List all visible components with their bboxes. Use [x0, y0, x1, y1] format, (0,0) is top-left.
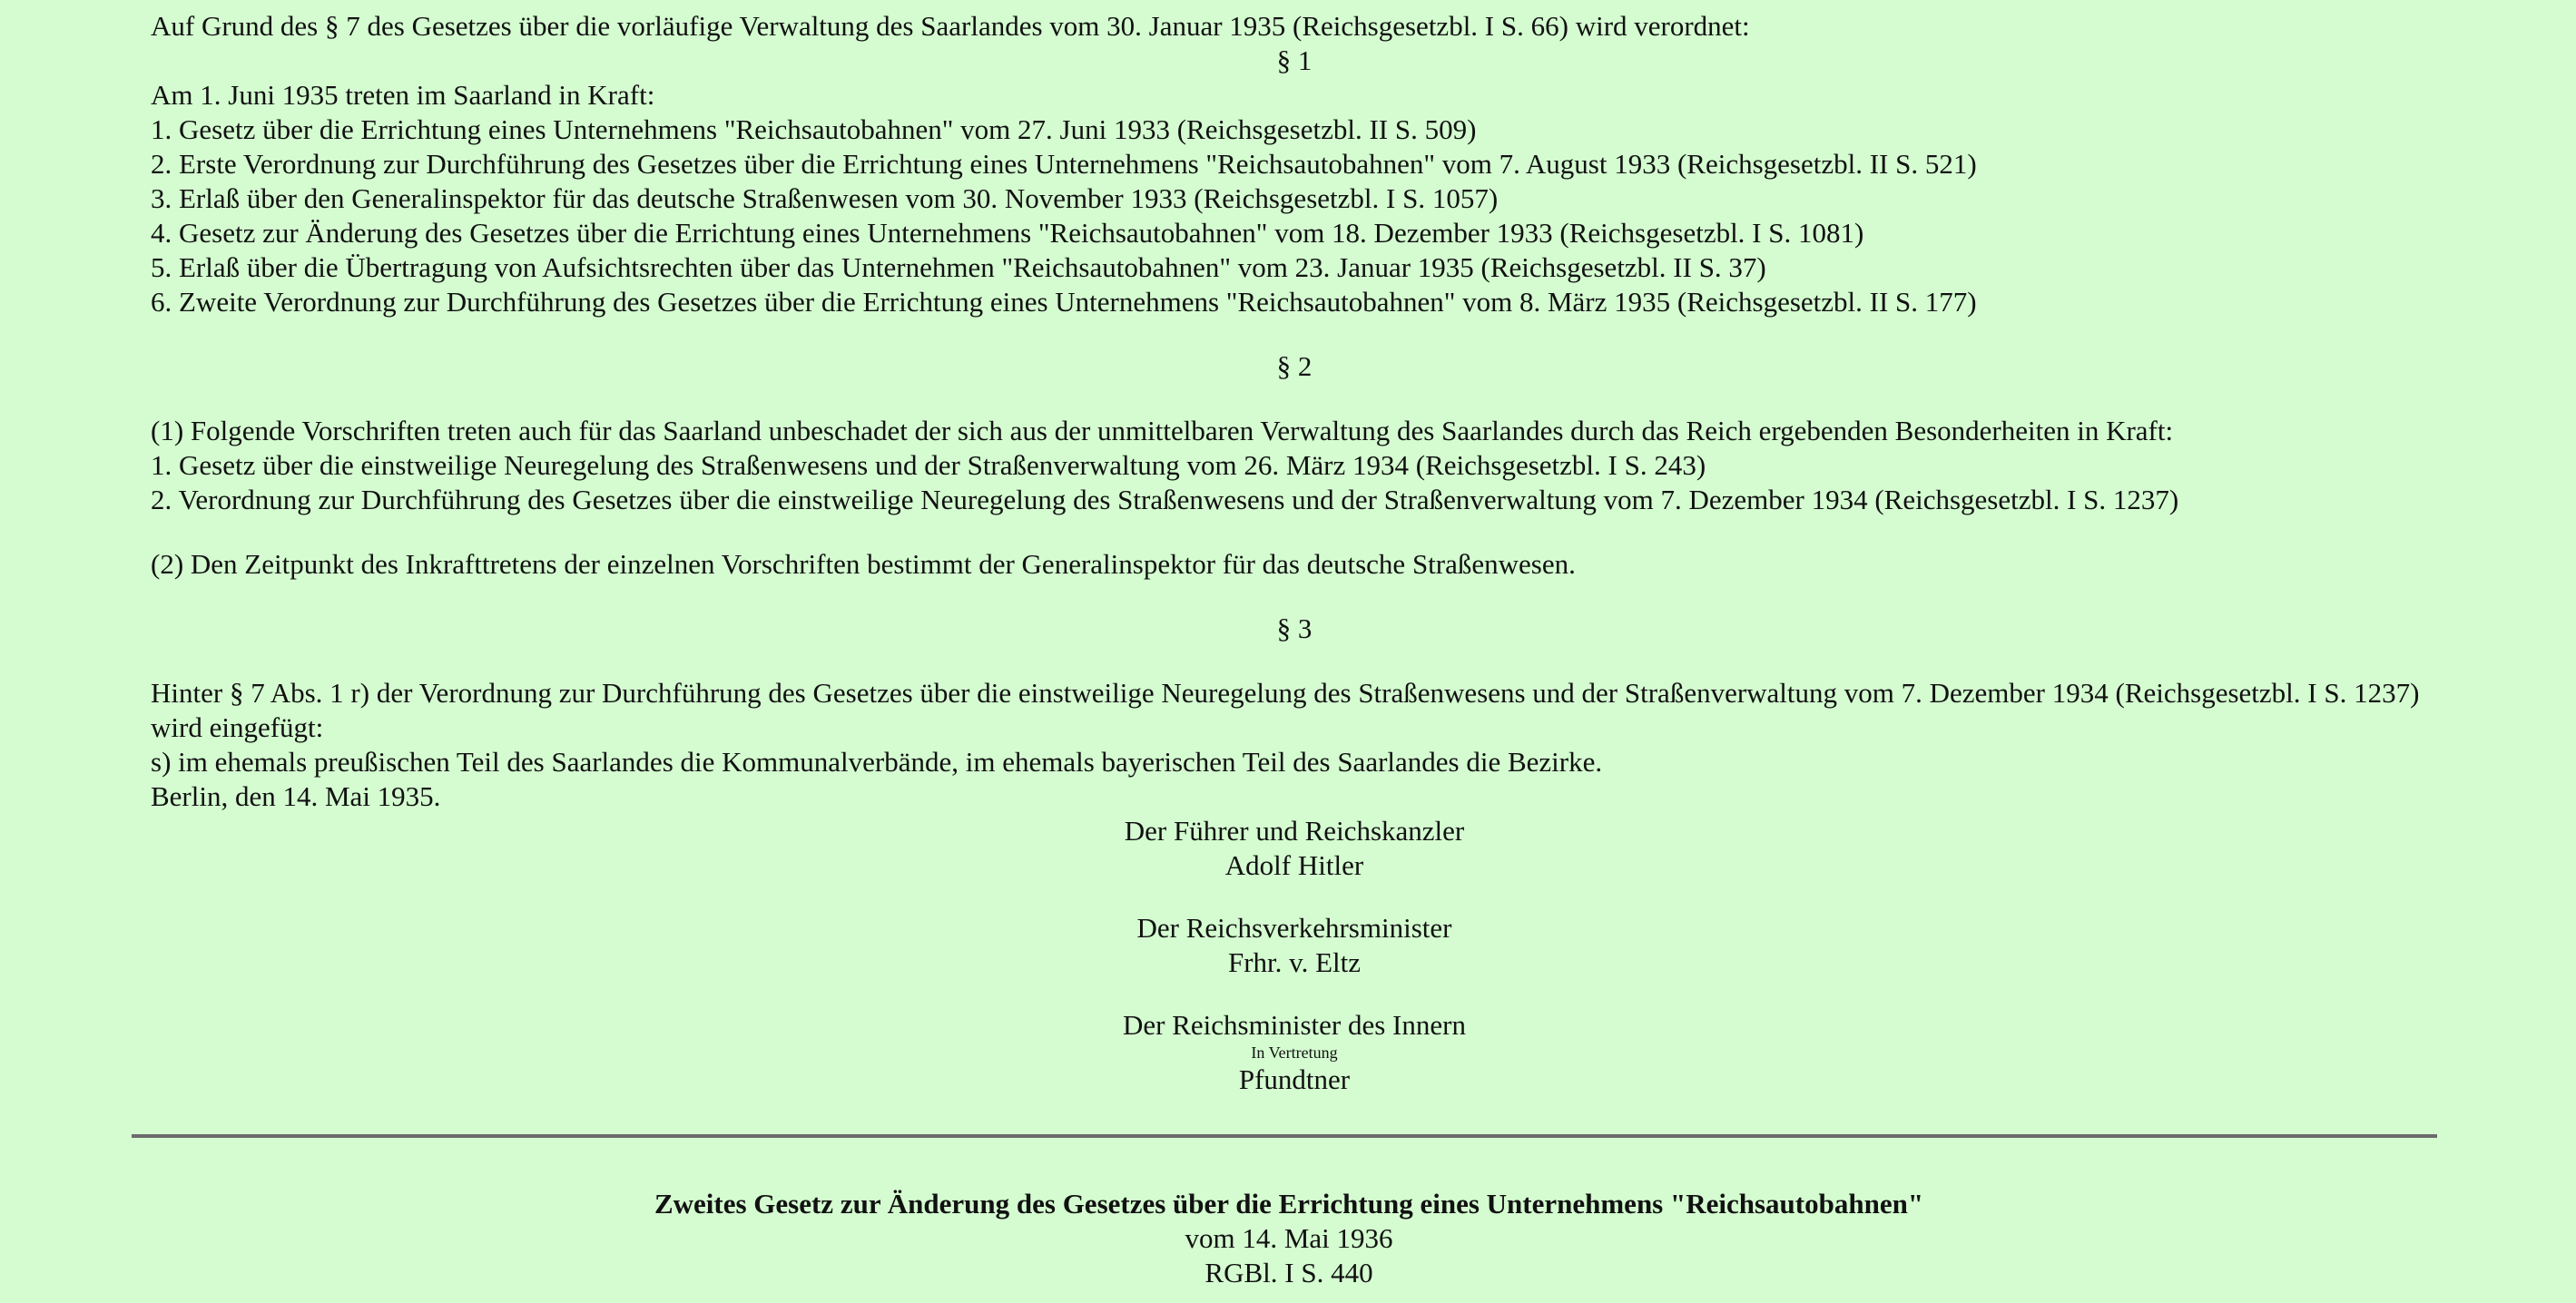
signature-note: In Vertretung — [1251, 1043, 1338, 1062]
section-1-item: 6. Zweite Verordnung zur Durchführung des Gesetzes über die Errichtung eines Unternehmens "Reichsautobahnen" vom 8. März 1935 (Reichsgesetzbl. II S. 177) — [151, 286, 1977, 318]
signature-block-fuehrer — [151, 814, 2438, 883]
section-1-item: 1. Gesetz über die Errichtung eines Unternehmens "Reichsautobahnen" vom 27. Juni 1933 (Reichsgesetzbl. II S. 509) — [151, 113, 1477, 145]
section-1-heading: § 1 — [1276, 44, 1313, 76]
signature-title: Der Führer und Reichskanzler — [1124, 815, 1465, 847]
signature-title: Der Reichsverkehrsminister — [1136, 912, 1452, 944]
section-1-item: 5. Erlaß über die Übertragung von Aufsichtsrechten über das Unternehmen "Reichsautobahnen" vom 23. Januar 1935 (Reichsgesetzbl. II S. 37) — [151, 251, 1766, 283]
preamble: Auf Grund des § 7 des Gesetzes über die vorläufige Verwaltung des Saarlandes vom 30. Januar 1935 (Reichsgesetzbl. I S. 66) wird verordnet: — [151, 10, 1750, 42]
section-1-item: 2. Erste Verordnung zur Durchführung des Gesetzes über die Errichtung eines Unternehmens "Reichsautobahnen" vom 7. August 1933 (Reichsgesetzbl. II S. 521) — [151, 148, 1977, 180]
signature-block-verkehrsminister — [151, 911, 2438, 980]
signature-title: Der Reichsminister des Innern — [1123, 1009, 1466, 1041]
section-2-item: 1. Gesetz über die einstweilige Neuregelung des Straßenwesens und der Straßenverwaltung vom 26. März 1934 (Reichsgesetzbl. I S. 243) — [151, 449, 1706, 481]
section-2-heading: § 2 — [1276, 350, 1313, 382]
section-1-item: 3. Erlaß über den Generalinspektor für das deutsche Straßenwesen vom 30. November 1933 (Reichsgesetzbl. I S. 1057) — [151, 182, 1499, 214]
signature-name: Adolf Hitler — [1224, 849, 1364, 881]
section-3-text: Hinter § 7 Abs. 1 r) der Verordnung zur Durchführung des Gesetzes über die einstweilige Neuregelung des Straßenwesens und der Straßenverwaltung vom 7. Dezember 1934 (Reichsgesetzbl. I S. 1237) wird eingefügt: — [151, 677, 2420, 743]
next-law-citation: RGBl. I S. 440 — [1204, 1257, 1373, 1288]
section-2-item: 2. Verordnung zur Durchführung des Gesetzes über die einstweilige Neuregelung des Straßenwesens und der Straßenverwaltung vom 7. Dezember 1934 (Reichsgesetzbl. I S. 1237) — [151, 484, 2179, 515]
place-date: Berlin, den 14. Mai 1935. — [151, 780, 441, 812]
section-2-paragraph-1: (1) Folgende Vorschriften treten auch für das Saarland unbeschadet der sich aus der unmittelbaren Verwaltung des Saarlandes durch das Reich ergebenden Besonderheiten in Kraft: — [151, 415, 2174, 446]
section-3-heading: § 3 — [1276, 612, 1313, 644]
regulation-body — [151, 9, 2438, 1097]
next-law-title: Zweites Gesetz zur Änderung des Gesetzes über die Errichtung eines Unternehmens "Reichsautobahnen" — [654, 1188, 1924, 1220]
signature-block-innenminister — [151, 1008, 2438, 1097]
section-3-insert: s) im ehemals preußischen Teil des Saarlandes die Kommunalverbände, im ehemals bayerischen Teil des Saarlandes die Bezirke. — [151, 746, 1603, 778]
section-2-paragraph-2: (2) Den Zeitpunkt des Inkrafttretens der einzelnen Vorschriften bestimmt der Generalinspektor für das deutsche Straßenwesen. — [151, 548, 1576, 580]
signature-name: Pfundtner — [1238, 1063, 1351, 1095]
section-1-intro: Am 1. Juni 1935 treten im Saarland in Kraft: — [151, 79, 655, 111]
next-law-header — [151, 1187, 2427, 1290]
next-law-date: vom 14. Mai 1936 — [1185, 1222, 1393, 1254]
signature-name: Frhr. v. Eltz — [1227, 946, 1362, 978]
horizontal-rule — [132, 1134, 2437, 1138]
section-1-item: 4. Gesetz zur Änderung des Gesetzes über die Errichtung eines Unternehmens "Reichsautobahnen" vom 18. Dezember 1933 (Reichsgesetzbl. I S. 1081) — [151, 217, 1864, 249]
